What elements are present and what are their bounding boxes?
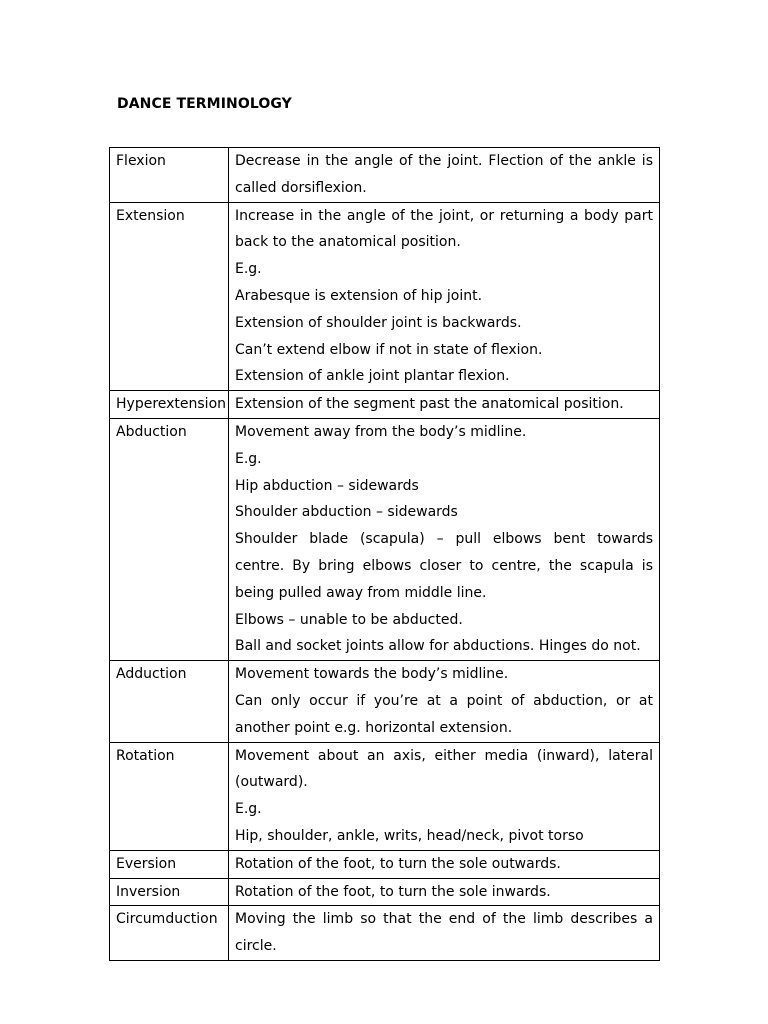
term-cell: Eversion [110, 850, 229, 878]
term-cell: Circumduction [110, 906, 229, 961]
definition-line: Extension of the segment past the anatomical position. [235, 396, 624, 413]
term-cell: Flexion [110, 148, 229, 203]
definition-cell [229, 906, 660, 961]
definition-cell [229, 418, 660, 660]
table-row [110, 661, 660, 742]
definition-line: Increase in the angle of the joint, or returning a body part back to the anatomical position. [235, 207, 653, 251]
definition-cell [229, 742, 660, 850]
table-row [110, 391, 660, 419]
term-cell: Hyperextension [110, 391, 229, 419]
term-cell: Rotation [110, 742, 229, 850]
definition-line: Moving the limb so that the end of the limb describes a circle. [235, 911, 653, 955]
definition-line: Ball and socket joints allow for abductions. Hinges do not. [235, 638, 641, 655]
definition-line: Extension of ankle joint plantar flexion. [235, 368, 510, 385]
table-row [110, 906, 660, 961]
definition-cell [229, 661, 660, 742]
terminology-table [109, 147, 660, 961]
term-cell: Inversion [110, 878, 229, 906]
definition-line: Shoulder abduction – sidewards [235, 504, 458, 521]
term-cell: Abduction [110, 418, 229, 660]
definition-line: Elbows – unable to be abducted. [235, 611, 463, 628]
table-row [110, 850, 660, 878]
definition-cell [229, 391, 660, 419]
definition-cell [229, 202, 660, 391]
definition-line: Can’t extend elbow if not in state of flexion. [235, 341, 543, 358]
table-row [110, 418, 660, 660]
table-row [110, 878, 660, 906]
document-title: DANCE TERMINOLOGY [117, 96, 292, 112]
definition-cell [229, 850, 660, 878]
terminology-table-body [110, 148, 660, 961]
definition-line: Extension of shoulder joint is backwards. [235, 314, 522, 331]
table-row [110, 148, 660, 203]
definition-line: E.g. [235, 261, 262, 278]
definition-line: Shoulder blade (scapula) – pull elbows bent towards centre. By bring elbows closer to centre, the scapula is being pulled away from middle line. [235, 531, 653, 601]
definition-line: E.g. [235, 801, 262, 818]
table-row [110, 202, 660, 391]
definition-line: Hip abduction – sidewards [235, 477, 419, 494]
definition-cell [229, 148, 660, 203]
definition-cell [229, 878, 660, 906]
definition-line: Rotation of the foot, to turn the sole outwards. [235, 855, 561, 872]
definition-line: Arabesque is extension of hip joint. [235, 287, 483, 304]
term-cell: Extension [110, 202, 229, 391]
definition-line: Movement about an axis, either media (inward), lateral (outward). [235, 747, 653, 791]
table-row [110, 742, 660, 850]
definition-line: Movement towards the body’s midline. [235, 666, 509, 683]
term-cell: Adduction [110, 661, 229, 742]
definition-line: Can only occur if you’re at a point of abduction, or at another point e.g. horizontal extension. [235, 692, 653, 736]
definition-line: E.g. [235, 450, 262, 467]
definition-line: Decrease in the angle of the joint. Flection of the ankle is called dorsiflexion. [235, 153, 653, 196]
definition-line: Rotation of the foot, to turn the sole inwards. [235, 883, 551, 900]
definition-line: Hip, shoulder, ankle, writs, head/neck, pivot torso [235, 827, 584, 844]
definition-line: Movement away from the body’s midline. [235, 423, 527, 440]
